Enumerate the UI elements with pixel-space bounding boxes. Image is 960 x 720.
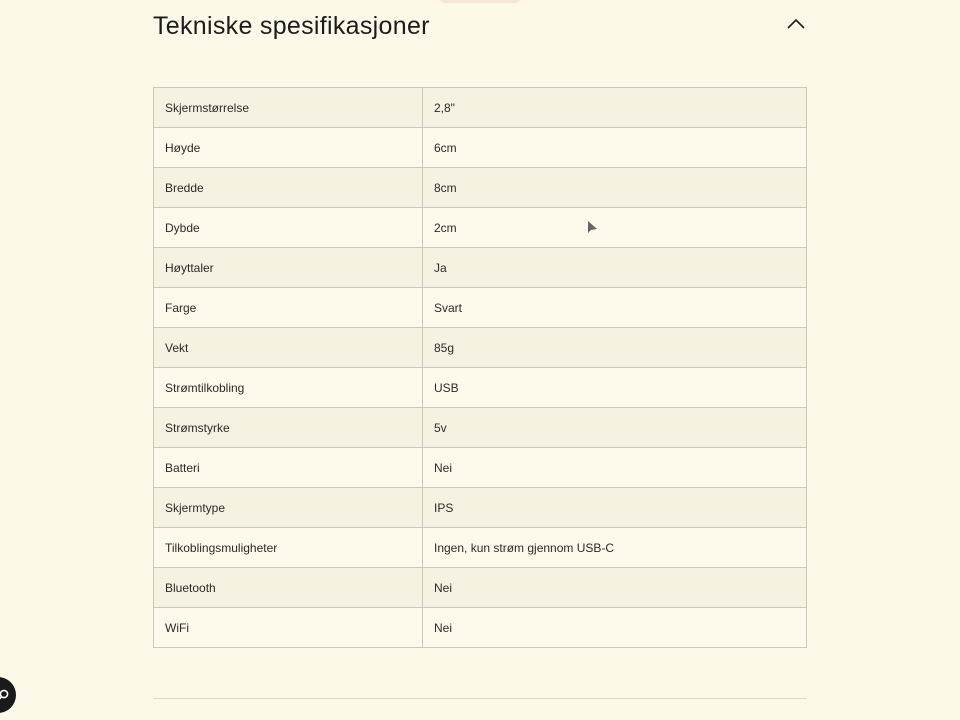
spec-key: Vekt <box>154 328 423 368</box>
mouse-cursor-icon <box>587 221 599 235</box>
spec-key: Strømstyrke <box>154 408 423 448</box>
spec-key: Skjermtype <box>154 488 423 528</box>
spec-key: Batteri <box>154 448 423 488</box>
spec-value: USB <box>423 368 807 408</box>
table-row <box>154 88 807 128</box>
spec-key: Bluetooth <box>154 568 423 608</box>
table-row <box>154 248 807 288</box>
spec-key: Strømtilkobling <box>154 368 423 408</box>
table-row <box>154 168 807 208</box>
search-icon <box>0 689 10 701</box>
spec-value: Nei <box>423 448 807 488</box>
spec-value: Ja <box>423 248 807 288</box>
spec-table <box>153 87 807 648</box>
spec-value: Ingen, kun strøm gjennom USB-C <box>423 528 807 568</box>
table-row <box>154 328 807 368</box>
chat-widget-button[interactable] <box>0 677 16 713</box>
spec-value: Svart <box>423 288 807 328</box>
table-row <box>154 208 807 248</box>
spec-key: Dybde <box>154 208 423 248</box>
spec-value: 2cm <box>423 208 807 248</box>
spec-key: Tilkoblingsmuligheter <box>154 528 423 568</box>
spec-key: Høyttaler <box>154 248 423 288</box>
spec-value: 85g <box>423 328 807 368</box>
spec-value: 6cm <box>423 128 807 168</box>
table-row <box>154 288 807 328</box>
chevron-up-icon[interactable] <box>784 12 808 36</box>
spec-key: Farge <box>154 288 423 328</box>
spec-key: Skjermstørrelse <box>154 88 423 128</box>
table-row <box>154 568 807 608</box>
spec-value: 8cm <box>423 168 807 208</box>
table-row <box>154 528 807 568</box>
spec-value: 2,8" <box>423 88 807 128</box>
spec-section-header[interactable] <box>153 0 807 52</box>
table-row <box>154 368 807 408</box>
spec-key: Bredde <box>154 168 423 208</box>
spec-value: IPS <box>423 488 807 528</box>
spec-value: Nei <box>423 608 807 648</box>
table-row <box>154 488 807 528</box>
table-row <box>154 608 807 648</box>
table-row <box>154 128 807 168</box>
spec-key: Høyde <box>154 128 423 168</box>
spec-value: Nei <box>423 568 807 608</box>
table-row <box>154 448 807 488</box>
spec-value: 5v <box>423 408 807 448</box>
table-row <box>154 408 807 448</box>
divider <box>153 698 807 699</box>
spec-key: WiFi <box>154 608 423 648</box>
section-title: Tekniske spesifikasjoner <box>153 12 430 40</box>
